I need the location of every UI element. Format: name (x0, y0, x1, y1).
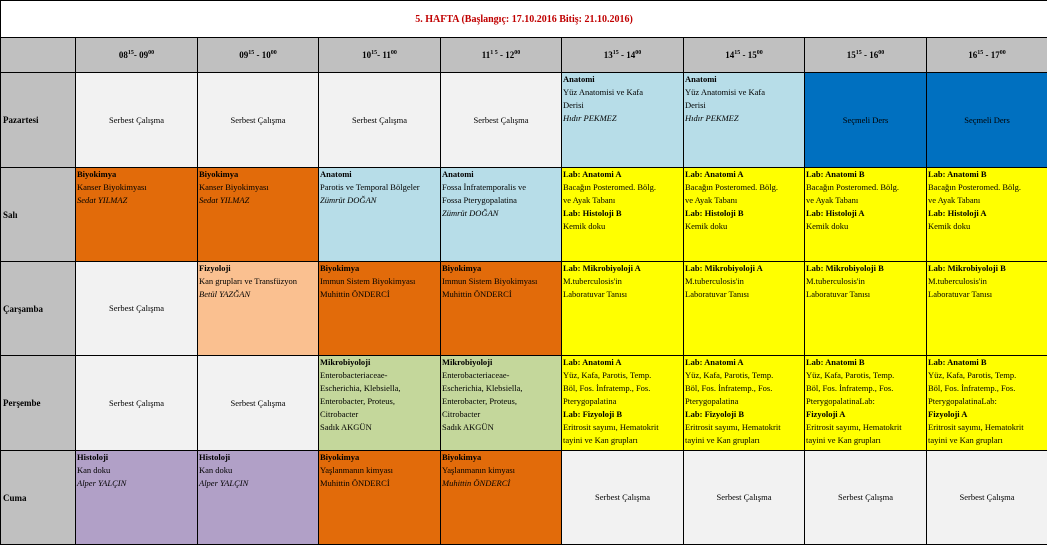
course-detail: Yüz, Kafa, Parotis, Temp. (563, 370, 652, 380)
course-subject: Mikrobiyoloji (320, 357, 371, 367)
course-detail: Yaşlanmanın kimyası (442, 465, 516, 475)
time-start-minute: 15 (977, 50, 984, 56)
course-detail: Citrobacter (320, 409, 359, 419)
course-detail: Fossa Pterygopalatina (442, 195, 517, 205)
course-detail: PterygopalatinaLab: (928, 396, 997, 406)
time-end-minute: 00 (878, 50, 885, 56)
free-study-cell: Serbest Çalışma (198, 356, 319, 451)
time-end-hour: 09 (139, 50, 149, 60)
course-subject: Lab: Anatomi A (685, 357, 744, 367)
course-detail: Escherichia, Klebsiella, (320, 383, 401, 393)
time-separator: - (133, 50, 140, 60)
time-slot-header (562, 38, 684, 73)
course-cell (927, 356, 1047, 451)
course-detail: ve Ayak Tabanı (806, 195, 859, 205)
course-detail: ve Ayak Tabanı (685, 195, 738, 205)
corner-cell (1, 38, 76, 73)
time-separator: - (861, 50, 870, 60)
course-detail: Kan doku (199, 465, 233, 475)
course-detail: M.tuberculosis'in (685, 276, 744, 286)
course-subject: Lab: Anatomi B (806, 357, 865, 367)
time-slot-header (805, 38, 927, 73)
time-slot-header (198, 38, 319, 73)
course-cell (684, 356, 805, 451)
time-start-hour: 08 (118, 50, 128, 60)
course-subject-secondary: Lab: Histoloji B (685, 208, 744, 218)
course-subject: Lab: Anatomi A (685, 169, 744, 179)
course-subject: Anatomi (685, 74, 717, 84)
course-detail: Enterobacteriaceae- (442, 370, 510, 380)
course-detail: Böl, Fos. İnfratemp., Fos. (806, 383, 894, 393)
time-start-minute: 15 (612, 50, 619, 56)
course-teacher: Hıdır PEKMEZ (685, 113, 739, 123)
course-detail: Immun Sistem Biyokimyası (442, 276, 538, 286)
time-start-hour: 16 (968, 50, 978, 60)
course-detail-secondary: Eritrosit sayımı, Hematokrit (928, 422, 1024, 432)
course-subject: Anatomi (320, 169, 352, 179)
course-subject: Histoloji (77, 452, 109, 462)
course-detail-secondary: Kemik doku (563, 221, 606, 231)
time-end-hour: 17 (990, 50, 1000, 60)
course-detail-secondary: Kemik doku (685, 221, 728, 231)
free-study-cell: Serbest Çalışma (198, 73, 319, 168)
time-end-minute: 00 (999, 50, 1006, 56)
free-study-cell: Serbest Çalışma (441, 73, 562, 168)
course-detail: Laboratuvar Tanısı (685, 289, 750, 299)
day-row (1, 168, 1047, 262)
course-subject: Anatomi (563, 74, 595, 84)
course-cell (441, 451, 562, 545)
time-separator: - (254, 50, 262, 60)
course-detail: M.tuberculosis'in (806, 276, 865, 286)
time-start-minute: 1 5 (490, 50, 498, 56)
course-cell (441, 262, 562, 356)
free-study-cell: Serbest Çalışma (927, 451, 1047, 545)
course-detail-secondary: tayini ve Kan grupları (563, 435, 638, 445)
time-start-minute: 15 (127, 50, 134, 56)
course-subject: Biyokimya (320, 263, 360, 273)
time-end-minute: 00 (514, 50, 521, 56)
course-cell (684, 73, 805, 168)
course-cell (319, 356, 441, 451)
course-detail: Kan doku (77, 465, 111, 475)
course-teacher: Hıdır PEKMEZ (563, 113, 617, 123)
course-subject: Biyokimya (442, 452, 482, 462)
course-detail: Bacağın Posteromed. Bölg. (928, 182, 1022, 192)
course-detail: Böl, Fos. İnfratemp., Fos. (928, 383, 1016, 393)
course-detail: Parotis ve Temporal Bölgeler (320, 182, 420, 192)
free-study-cell: Serbest Çalışma (684, 451, 805, 545)
course-subject: Lab: Anatomi A (563, 169, 622, 179)
time-end-hour: 14 (626, 50, 636, 60)
course-teacher: Alper YALÇIN (199, 478, 249, 488)
course-detail: Yüz Anatomisi ve Kafa (685, 87, 766, 97)
course-detail: Citrobacter (442, 409, 481, 419)
course-detail: Laboratuvar Tanısı (806, 289, 871, 299)
free-study-cell: Serbest Çalışma (805, 451, 927, 545)
course-detail: Enterobacteriaceae- (320, 370, 388, 380)
time-slot-header (684, 38, 805, 73)
day-label: Pazartesi (1, 73, 76, 168)
day-row (1, 451, 1047, 545)
course-teacher: Sedat YILMAZ (199, 195, 250, 205)
course-detail: Kan grupları ve Transfüzyon (199, 276, 297, 286)
course-cell (562, 73, 684, 168)
course-detail-secondary: tayini ve Kan grupları (685, 435, 760, 445)
course-detail: ve Ayak Tabanı (563, 195, 616, 205)
course-detail: Kanser Biyokimyası (77, 182, 147, 192)
course-detail: Yüz, Kafa, Parotis, Temp. (928, 370, 1017, 380)
course-cell (927, 168, 1047, 262)
week-title: 5. HAFTA (Başlangıç: 17.10.2016 Bitiş: 21.10.2016) (1, 1, 1047, 38)
course-detail: PterygopalatinaLab: (806, 396, 875, 406)
course-subject: Biyokimya (442, 263, 482, 273)
course-subject: Lab: Anatomi B (928, 169, 987, 179)
course-cell (198, 168, 319, 262)
course-detail: Pterygopalatina (685, 396, 739, 406)
course-subject: Lab: Anatomi A (563, 357, 622, 367)
course-cell (198, 262, 319, 356)
course-cell (805, 262, 927, 356)
course-subject: Lab: Mikrobiyoloji A (563, 263, 641, 273)
course-detail: Laboratuvar Tanısı (563, 289, 628, 299)
course-subject: Fizyoloji (199, 263, 231, 273)
course-detail: Sadık AKGÜN (320, 422, 372, 432)
course-cell (198, 451, 319, 545)
free-study-cell: Seçmeli Ders (927, 73, 1047, 168)
course-subject-secondary: Lab: Fizyoloji B (685, 409, 745, 419)
course-detail-secondary: tayini ve Kan grupları (928, 435, 1003, 445)
course-teacher: Zümrüt DOĞAN (442, 208, 499, 218)
course-cell (684, 168, 805, 262)
course-teacher: Muhittin ÖNDERCİ (442, 478, 511, 488)
course-detail: Kanser Biyokimyası (199, 182, 269, 192)
course-detail: Escherichia, Klebsiella, (442, 383, 523, 393)
course-subject: Biyokimya (77, 169, 117, 179)
course-detail: Bacağın Posteromed. Bölg. (685, 182, 779, 192)
time-end-minute: 00 (390, 50, 397, 56)
course-cell (562, 262, 684, 356)
time-start-hour: 15 (846, 50, 856, 60)
time-start-minute: 15 (855, 50, 862, 56)
time-end-hour: 15 (747, 50, 757, 60)
course-cell (684, 262, 805, 356)
course-subject-secondary: Lab: Histoloji A (806, 208, 865, 218)
course-teacher: Alper YALÇIN (77, 478, 127, 488)
day-row (1, 262, 1047, 356)
time-start-minute: 15 (248, 50, 255, 56)
time-start-hour: 11 (481, 50, 491, 60)
time-separator: - (740, 50, 748, 60)
day-row (1, 73, 1047, 168)
time-start-hour: 10 (362, 50, 372, 60)
course-detail: Yüz, Kafa, Parotis, Temp. (806, 370, 895, 380)
free-study-cell: Serbest Çalışma (319, 73, 441, 168)
free-study-cell: Serbest Çalışma (76, 262, 198, 356)
time-separator: - (618, 50, 627, 60)
course-detail: Immun Sistem Biyokimyası (320, 276, 416, 286)
course-detail-secondary: tayini ve Kan grupları (806, 435, 881, 445)
course-subject: Biyokimya (199, 169, 239, 179)
course-cell (441, 356, 562, 451)
course-detail: Sadık AKGÜN (442, 422, 494, 432)
course-subject: Lab: Anatomi B (928, 357, 987, 367)
course-detail: Böl, Fos. İnfratemp., Fos. (685, 383, 773, 393)
course-detail: Yaşlanmanın kimyası (320, 465, 394, 475)
time-end-hour: 11 (382, 50, 391, 60)
course-subject: Lab: Mikrobiyoloji B (806, 263, 884, 273)
course-teacher: Betül YAZĞAN (199, 289, 251, 299)
time-start-minute: 15 (371, 50, 378, 56)
time-end-hour: 16 (869, 50, 879, 60)
course-detail: M.tuberculosis'in (928, 276, 987, 286)
day-label: Çarşamba (1, 262, 76, 356)
course-cell (76, 451, 198, 545)
course-cell (805, 356, 927, 451)
time-separator: - (983, 50, 991, 60)
course-detail: Derisi (563, 100, 584, 110)
course-detail: Böl, Fos. İnfratemp., Fos. (563, 383, 651, 393)
course-detail: Bacağın Posteromed. Bölg. (806, 182, 900, 192)
time-start-hour: 13 (603, 50, 613, 60)
time-end-minute: 00 (270, 50, 277, 56)
course-cell (805, 168, 927, 262)
time-slot-header (319, 38, 441, 73)
day-row (1, 356, 1047, 451)
course-detail: Laboratuvar Tanısı (928, 289, 993, 299)
course-cell (319, 168, 441, 262)
time-start-hour: 14 (725, 50, 735, 60)
course-detail: Muhittin ÖNDERCİ (320, 478, 390, 488)
course-detail: Enterobacter, Proteus, (320, 396, 395, 406)
free-study-cell: Serbest Çalışma (76, 73, 198, 168)
course-detail: Enterobacter, Proteus, (442, 396, 517, 406)
course-teacher: Zümrüt DOĞAN (320, 195, 377, 205)
course-subject: Lab: Anatomi B (806, 169, 865, 179)
time-start-minute: 15 (734, 50, 741, 56)
course-detail-secondary: Kemik doku (928, 221, 971, 231)
course-subject-secondary: Fizyoloji A (806, 409, 846, 419)
course-cell (927, 262, 1047, 356)
course-detail-secondary: Eritrosit sayımı, Hematokrit (685, 422, 781, 432)
course-detail: M.tuberculosis'in (563, 276, 622, 286)
time-separator: - (377, 50, 383, 60)
course-cell (76, 168, 198, 262)
course-subject: Lab: Mikrobiyoloji A (685, 263, 763, 273)
course-detail: ve Ayak Tabanı (928, 195, 981, 205)
course-cell (441, 168, 562, 262)
course-detail: Yüz, Kafa, Parotis, Temp. (685, 370, 774, 380)
time-end-minute: 00 (148, 50, 155, 56)
course-subject-secondary: Fizyoloji A (928, 409, 968, 419)
course-subject-secondary: Lab: Fizyoloji B (563, 409, 623, 419)
time-slot-header (441, 38, 562, 73)
course-detail: Derisi (685, 100, 706, 110)
course-subject: Anatomi (442, 169, 474, 179)
course-detail: Pterygopalatina (563, 396, 617, 406)
course-cell (319, 262, 441, 356)
course-teacher: Sedat YILMAZ (77, 195, 128, 205)
day-label: Perşembe (1, 356, 76, 451)
time-end-hour: 10 (261, 50, 271, 60)
day-label: Cuma (1, 451, 76, 545)
course-subject: Mikrobiyoloji (442, 357, 493, 367)
course-subject-secondary: Lab: Histoloji B (563, 208, 622, 218)
free-study-cell: Serbest Çalışma (562, 451, 684, 545)
course-detail: Fossa İnfratemporalis ve (442, 182, 527, 192)
course-detail: Yüz Anatomisi ve Kafa (563, 87, 644, 97)
course-cell (319, 451, 441, 545)
course-detail: Bacağın Posteromed. Bölg. (563, 182, 657, 192)
course-detail-secondary: Kemik doku (806, 221, 849, 231)
course-subject: Biyokimya (320, 452, 360, 462)
time-slot-header (76, 38, 198, 73)
course-detail: Muhittin ÖNDERCİ (442, 289, 512, 299)
course-subject-secondary: Lab: Histoloji A (928, 208, 987, 218)
course-detail-secondary: Eritrosit sayımı, Hematokrit (563, 422, 659, 432)
free-study-cell: Seçmeli Ders (805, 73, 927, 168)
time-end-minute: 00 (756, 50, 763, 56)
course-subject: Lab: Mikrobiyoloji B (928, 263, 1006, 273)
time-end-minute: 00 (635, 50, 642, 56)
course-cell (562, 168, 684, 262)
course-cell (562, 356, 684, 451)
day-label: Salı (1, 168, 76, 262)
course-detail: Muhittin ÖNDERCİ (320, 289, 390, 299)
time-end-hour: 12 (505, 50, 515, 60)
course-subject: Histoloji (199, 452, 231, 462)
free-study-cell: Serbest Çalışma (76, 356, 198, 451)
time-slot-header (927, 38, 1047, 73)
course-detail-secondary: Eritrosit sayımı, Hematokrit (806, 422, 902, 432)
time-start-hour: 09 (239, 50, 249, 60)
time-separator: - (497, 50, 506, 60)
